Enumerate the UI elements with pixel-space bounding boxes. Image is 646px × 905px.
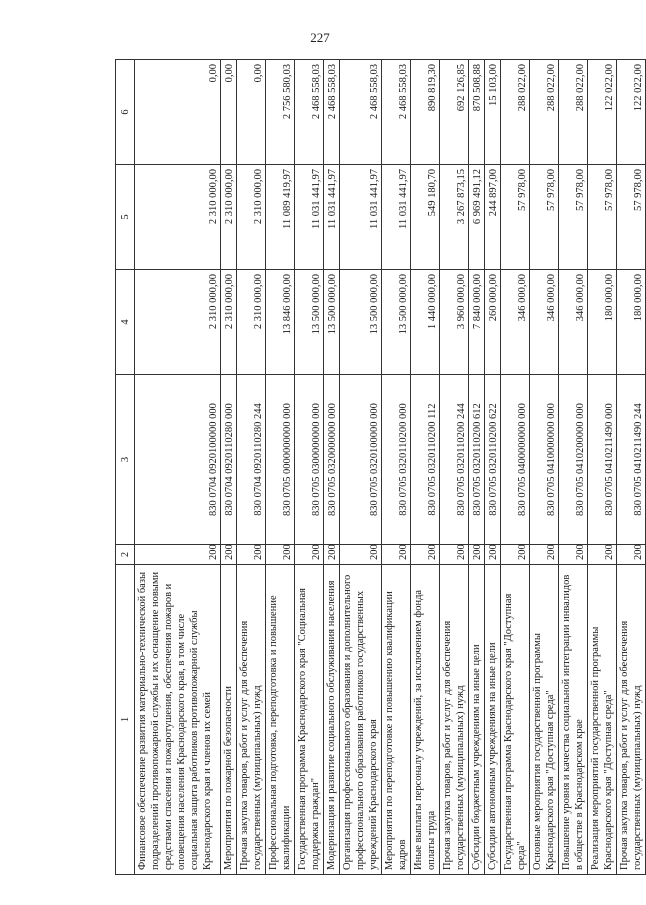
column-header-remainder: 6 [116, 60, 135, 165]
row-remainder-cell: 15 103,00 [485, 60, 501, 165]
row-executed-cell: 549 180,70 [411, 165, 440, 270]
row-name-cell: Реализация мероприятий государственной программы Краснодарского края "Доступная среда" [588, 565, 617, 875]
row-ministry-cell: 200 [469, 545, 485, 565]
row-remainder-cell: 2 468 558,03 [340, 60, 382, 165]
table-row [559, 60, 588, 875]
table-row [135, 60, 221, 875]
row-remainder-cell: 2 468 558,03 [324, 60, 340, 165]
row-code-cell: 830 0705 0410000000 000 [530, 375, 559, 545]
row-remainder-cell: 288 022,00 [530, 60, 559, 165]
row-executed-cell: 11 089 419,97 [266, 165, 295, 270]
table-row [617, 60, 646, 875]
column-header-name: 1 [116, 565, 135, 875]
table-row [440, 60, 469, 875]
row-code-cell: 830 0704 0920100000 000 [135, 375, 221, 545]
row-code-cell: 830 0705 0000000000 000 [266, 375, 295, 545]
row-executed-cell: 6 969 491,12 [469, 165, 485, 270]
row-name-cell: Государственная программа Краснодарского края "Социальная поддержка граждан" [295, 565, 324, 875]
row-assigned-cell: 13 500 000,00 [324, 270, 340, 375]
row-remainder-cell: 288 022,00 [501, 60, 530, 165]
row-remainder-cell: 0,00 [135, 60, 221, 165]
row-executed-cell: 57 978,00 [530, 165, 559, 270]
row-code-cell: 830 0704 0920110280 244 [237, 375, 266, 545]
row-assigned-cell: 13 846 000,00 [266, 270, 295, 375]
table-row [295, 60, 324, 875]
row-code-cell: 830 0705 0400000000 000 [501, 375, 530, 545]
row-ministry-cell: 200 [440, 545, 469, 565]
row-assigned-cell: 2 310 000,00 [221, 270, 237, 375]
row-remainder-cell: 288 022,00 [559, 60, 588, 165]
row-assigned-cell: 2 310 000,00 [237, 270, 266, 375]
row-executed-cell: 11 031 441,97 [295, 165, 324, 270]
row-name-cell: Модернизация и развитие социального обслуживания населения [324, 565, 340, 875]
table-row [469, 60, 485, 875]
table-row [221, 60, 237, 875]
row-name-cell: Повышение уровня и качества социальной интеграции инвалидов в обществе в Краснодарском крае [559, 565, 588, 875]
row-remainder-cell: 2 468 558,03 [295, 60, 324, 165]
row-ministry-cell: 200 [295, 545, 324, 565]
row-executed-cell: 57 978,00 [588, 165, 617, 270]
row-remainder-cell: 122 022,00 [617, 60, 646, 165]
row-remainder-cell: 890 819,30 [411, 60, 440, 165]
row-name-cell: Прочая закупка товаров, работ и услуг для обеспечения государственных (муниципальных) нужд [617, 565, 646, 875]
row-remainder-cell: 0,00 [221, 60, 237, 165]
row-assigned-cell: 1 440 000,00 [411, 270, 440, 375]
row-ministry-cell: 200 [266, 545, 295, 565]
row-code-cell: 830 0705 0320110200 244 [440, 375, 469, 545]
row-executed-cell: 57 978,00 [617, 165, 646, 270]
row-code-cell: 830 0705 0300000000 000 [295, 375, 324, 545]
table-row [588, 60, 617, 875]
row-name-cell: Субсидии бюджетным учреждениям на иные цели [469, 565, 485, 875]
row-assigned-cell: 13 500 000,00 [382, 270, 411, 375]
row-ministry-cell: 200 [237, 545, 266, 565]
row-assigned-cell: 13 500 000,00 [295, 270, 324, 375]
table-row [530, 60, 559, 875]
row-ministry-cell: 200 [340, 545, 382, 565]
row-code-cell: 830 0705 0410200000 000 [559, 375, 588, 545]
row-code-cell: 830 0705 0320000000 000 [324, 375, 340, 545]
table-row [340, 60, 382, 875]
row-assigned-cell: 2 310 000,00 [135, 270, 221, 375]
row-executed-cell: 57 978,00 [559, 165, 588, 270]
row-name-cell: Субсидии автономным учреждениям на иные цели [485, 565, 501, 875]
header-row [116, 60, 135, 875]
row-assigned-cell: 180 000,00 [588, 270, 617, 375]
column-header-ministry: 2 [116, 545, 135, 565]
column-header-assigned: 4 [116, 270, 135, 375]
row-ministry-cell: 200 [617, 545, 646, 565]
table-row [266, 60, 295, 875]
row-assigned-cell: 346 000,00 [530, 270, 559, 375]
row-executed-cell: 11 031 441,97 [382, 165, 411, 270]
row-ministry-cell: 200 [382, 545, 411, 565]
row-name-cell: Иные выплаты персоналу учреждений, за исключением фонда оплаты труда [411, 565, 440, 875]
row-executed-cell: 244 897,00 [485, 165, 501, 270]
row-executed-cell: 3 267 873,15 [440, 165, 469, 270]
row-ministry-cell: 200 [324, 545, 340, 565]
row-ministry-cell: 200 [485, 545, 501, 565]
row-name-cell: Основные мероприятия государственной программы Краснодарского края "Доступная среда" [530, 565, 559, 875]
table-row [501, 60, 530, 875]
row-executed-cell: 2 310 000,00 [237, 165, 266, 270]
row-assigned-cell: 13 500 000,00 [340, 270, 382, 375]
row-ministry-cell: 200 [588, 545, 617, 565]
row-code-cell: 830 0705 0320110200 622 [485, 375, 501, 545]
row-name-cell: Мероприятия по переподготовке и повышению квалификации кадров [382, 565, 411, 875]
row-remainder-cell: 2 756 580,03 [266, 60, 295, 165]
row-remainder-cell: 0,00 [237, 60, 266, 165]
row-name-cell: Профессиональная подготовка, переподготовка и повышение квалификации [266, 565, 295, 875]
row-assigned-cell: 346 000,00 [559, 270, 588, 375]
row-assigned-cell: 7 840 000,00 [469, 270, 485, 375]
row-executed-cell: 57 978,00 [501, 165, 530, 270]
row-code-cell: 830 0705 0410211490 244 [617, 375, 646, 545]
table-row [237, 60, 266, 875]
row-name-cell: Финансовое обеспечение развития материально-технической базы подразделений противопожарной службы и их оснащение новыми средствами спасения и пожаротушения, обеспечения пожаров и оповещения населения Краснодарского края, в том числе социальная защита работников противопожарной службы Краснодарского края и членов их семей [135, 565, 221, 875]
row-ministry-cell: 200 [221, 545, 237, 565]
column-header-executed: 5 [116, 165, 135, 270]
row-ministry-cell: 200 [559, 545, 588, 565]
row-remainder-cell: 870 508,88 [469, 60, 485, 165]
budget-table [115, 59, 646, 875]
table-row [382, 60, 411, 875]
table-row [324, 60, 340, 875]
row-executed-cell: 11 031 441,97 [340, 165, 382, 270]
row-code-cell: 830 0705 0320110200 000 [382, 375, 411, 545]
row-executed-cell: 2 310 000,00 [135, 165, 221, 270]
row-code-cell: 830 0705 0320110200 612 [469, 375, 485, 545]
row-name-cell: Прочая закупка товаров, работ и услуг для обеспечения государственных (муниципальных) нужд [237, 565, 266, 875]
row-assigned-cell: 180 000,00 [617, 270, 646, 375]
page-number: 227 [310, 30, 330, 45]
table-row [485, 60, 501, 875]
row-ministry-cell: 200 [411, 545, 440, 565]
rotated-table-container [115, 60, 644, 875]
row-remainder-cell: 122 022,00 [588, 60, 617, 165]
row-assigned-cell: 3 960 000,00 [440, 270, 469, 375]
row-name-cell: Организация профессионального образования и дополнительного профессионального образования работников государственных учреждений Краснодарского края [340, 565, 382, 875]
row-ministry-cell: 200 [135, 545, 221, 565]
row-code-cell: 830 0705 0410211490 000 [588, 375, 617, 545]
row-executed-cell: 11 031 441,97 [324, 165, 340, 270]
row-code-cell: 830 0704 0920110280 000 [221, 375, 237, 545]
row-remainder-cell: 2 468 558,03 [382, 60, 411, 165]
row-ministry-cell: 200 [530, 545, 559, 565]
row-name-cell: Государственная программа Краснодарского края "Доступная среда" [501, 565, 530, 875]
row-ministry-cell: 200 [501, 545, 530, 565]
table-body [135, 60, 646, 875]
row-executed-cell: 2 310 000,00 [221, 165, 237, 270]
column-header-code: 3 [116, 375, 135, 545]
row-assigned-cell: 260 000,00 [485, 270, 501, 375]
table-row [411, 60, 440, 875]
row-assigned-cell: 346 000,00 [501, 270, 530, 375]
row-code-cell: 830 0705 0320110200 112 [411, 375, 440, 545]
row-name-cell: Мероприятия по пожарной безопасности [221, 565, 237, 875]
row-name-cell: Прочая закупка товаров, работ и услуг для обеспечения государственных (муниципальных) нужд [440, 565, 469, 875]
row-code-cell: 830 0705 0320100000 000 [340, 375, 382, 545]
row-remainder-cell: 692 126,85 [440, 60, 469, 165]
